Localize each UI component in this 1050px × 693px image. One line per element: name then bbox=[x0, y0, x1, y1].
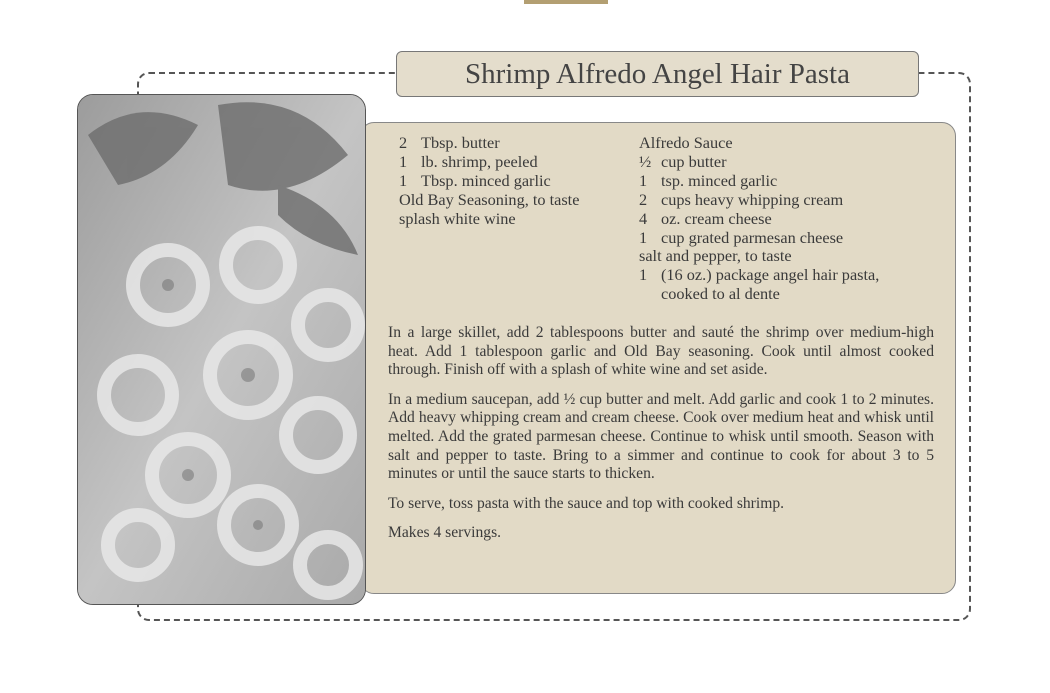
sauce-heading: Alfredo Sauce bbox=[639, 133, 733, 152]
ingredient: ½ cup butter bbox=[639, 151, 727, 171]
ingredient: splash white wine bbox=[399, 208, 516, 228]
shrimp-pasta-image bbox=[78, 95, 366, 605]
recipe-title: Shrimp Alfredo Angel Hair Pasta bbox=[464, 57, 850, 90]
recipe-directions bbox=[388, 324, 934, 554]
ingredients-right bbox=[639, 134, 879, 304]
recipe-title-box bbox=[396, 51, 919, 97]
ingredients-left bbox=[399, 134, 579, 229]
ingredient: salt and pepper, to taste bbox=[639, 246, 792, 266]
top-accent-bar bbox=[524, 0, 608, 4]
ingredient: Old Bay Seasoning, to taste bbox=[399, 189, 580, 209]
ingredient: cooked to al dente bbox=[661, 284, 780, 304]
direction-step: In a medium saucepan, add ½ cup butter and melt. Add garlic and cook 1 to 2 minutes. Add heavy whipping cream and cream cheese. Cook over medium heat and whisk until melted. Add the grated parmesan cheese. Continue to whisk until smooth. Season with salt and pepper to taste. Bring to a simmer and continue to cook for about 3 to 5 minutes or until the sauce starts to thicken. bbox=[388, 390, 934, 483]
ingredient: 2 Tbsp. butter bbox=[399, 133, 500, 152]
ingredient: 1 (16 oz.) package angel hair pasta, bbox=[639, 265, 880, 285]
direction-step: To serve, toss pasta with the sauce and top with cooked shrimp. bbox=[388, 494, 785, 512]
recipe-photo bbox=[77, 94, 366, 605]
servings: Makes 4 servings. bbox=[388, 524, 502, 542]
ingredient: 1 Tbsp. minced garlic bbox=[399, 170, 551, 190]
ingredient: 2 cups heavy whipping cream bbox=[639, 189, 844, 209]
ingredient: 1 tsp. minced garlic bbox=[639, 170, 778, 190]
ingredient: 1 cup grated parmesan cheese bbox=[639, 227, 844, 247]
ingredient: 4 oz. cream cheese bbox=[639, 208, 772, 228]
ingredient: 1 lb. shrimp, peeled bbox=[399, 151, 538, 171]
direction-step: In a large skillet, add 2 tablespoons butter and sauté the shrimp over medium-high heat. Add 1 tablespoon garlic and Old Bay seasoning. Cook until almost cooked through. Finish off with a splash of white wine and set aside. bbox=[388, 324, 934, 379]
